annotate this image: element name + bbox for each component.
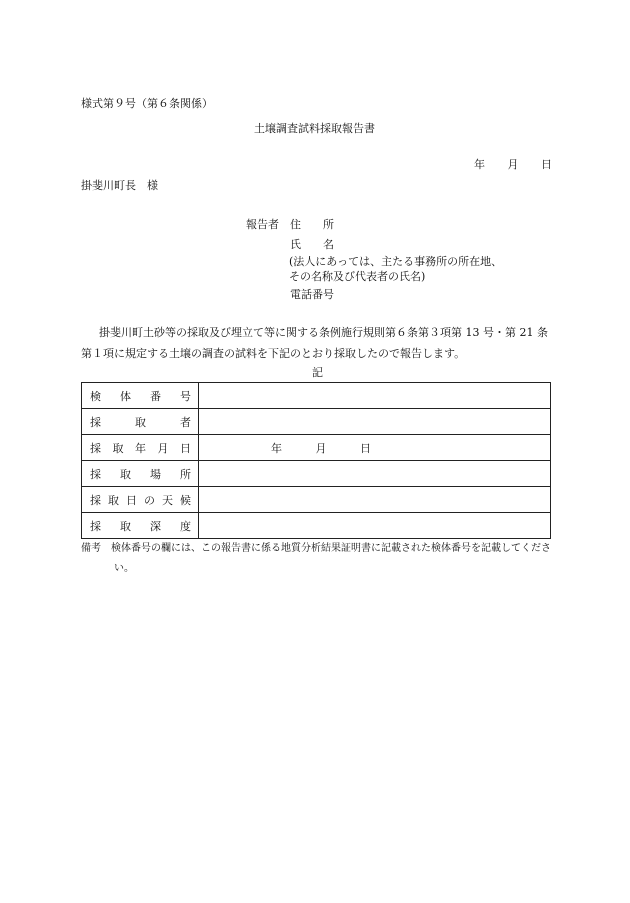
remarks-line1: 備考 検体番号の欄には、この報告書に係る地質分析結果証明書に記載された検体番号を記載してくださ — [81, 543, 551, 554]
row-label-specimen-number: 検 体 番 号 — [82, 383, 199, 409]
table-row — [82, 487, 551, 513]
body-text-line2: 第１項に規定する土壌の調査の試料を下記のとおり採取したので報告します。 — [81, 347, 466, 360]
collection-date-year: 年 — [271, 442, 282, 455]
address-label: 住 所 — [290, 218, 334, 231]
weather-field[interactable] — [199, 487, 551, 513]
row-label-collection-date: 採 取 年 月 日 — [82, 435, 199, 461]
row-label-collection-site: 採 取 場 所 — [82, 461, 199, 487]
depth-field[interactable] — [199, 513, 551, 539]
reporter-label: 報告者 — [246, 218, 279, 231]
table-row — [82, 435, 551, 461]
date-month: 月 — [507, 158, 519, 171]
specimen-number-field[interactable] — [199, 383, 551, 409]
addressee: 掛斐川町長 様 — [81, 179, 158, 192]
ki-heading: 記 — [312, 366, 323, 379]
phone-label: 電話番号 — [290, 288, 334, 301]
date-line — [474, 158, 552, 172]
collection-site-field[interactable] — [199, 461, 551, 487]
name-label: 氏 名 — [290, 238, 334, 251]
body-text-line1: 掛斐川町土砂等の採取及び埋立て等に関する条例施行規則第６条第３項第 13 号・第 21 条 — [99, 326, 548, 339]
table-row — [82, 383, 551, 409]
form-number: 様式第９号（第６条関係） — [81, 97, 213, 110]
corp-note-line2: その名称及び代表者の氏名) — [289, 270, 426, 283]
table-row — [82, 461, 551, 487]
collector-field[interactable] — [199, 409, 551, 435]
sample-table — [81, 382, 551, 539]
table-row — [82, 409, 551, 435]
remarks-line2: い。 — [114, 563, 134, 574]
row-label-depth: 採 取 深 度 — [82, 513, 199, 539]
date-year: 年 — [474, 158, 485, 171]
document-title: 土壌調査試料採取報告書 — [254, 122, 375, 135]
collection-date-field[interactable] — [199, 435, 551, 461]
date-day: 日 — [541, 158, 552, 171]
collection-date-day: 日 — [360, 442, 371, 455]
collection-date-month: 月 — [315, 442, 327, 455]
row-label-collector: 採 取 者 — [82, 409, 199, 435]
corp-note-line1: (法人にあっては、主たる事務所の所在地、 — [289, 255, 503, 268]
table-row — [82, 513, 551, 539]
row-label-weather: 採 取 日 の 天 候 — [82, 487, 199, 513]
